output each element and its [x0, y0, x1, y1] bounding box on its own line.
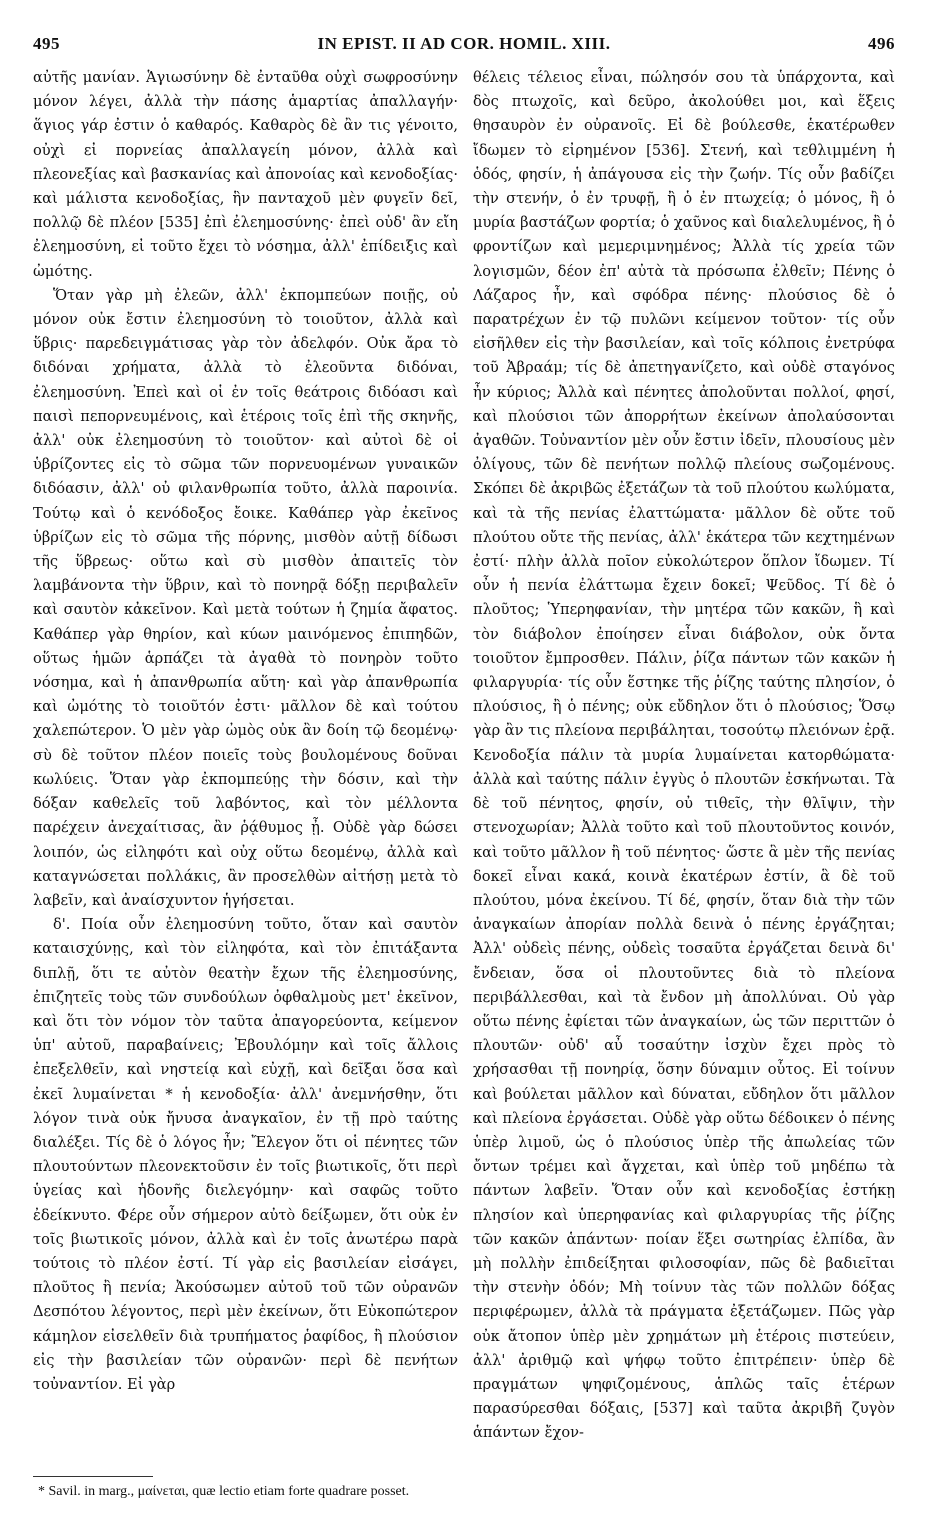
footnote: * Savil. in marg., μαίνεται, quæ lectio etiam forte quadrare posset.: [38, 1484, 410, 1499]
running-title: IN EPIST. II AD COR. HOMIL. XIII.: [317, 34, 611, 53]
footnote-rule: [33, 1476, 153, 1477]
page-number-left: 495: [33, 34, 60, 53]
page-header: [33, 34, 895, 60]
right-column: [473, 66, 895, 1446]
paragraph: θέλεις τέλειος εἶναι, πώλησόν σου τὰ ὑπάρχοντα, καὶ δὸς πτωχοῖς, καὶ δεῦρο, ἀκολούθει μοι, καὶ ἕξεις θησαυρὸν ἐν οὐρανοῖς. Εἰ δὲ βούλεσθε, ἑκατέρωθεν ἴδωμεν τὸ εἰρημένον [536]. Στενή, καὶ τεθλιμμένη ἡ ὁδός, φησίν, ἡ ἀπάγουσα εἰς τὴν ζωήν. Τίς οὖν βαδίζει τὴν στενήν, ὁ ἐν τρυφῇ, ἢ ὁ ἐν πτωχείᾳ; ὁ μόνος, ἢ ὁ μυρία βαστάζων φορτία; ὁ χαῦνος καὶ διαλελυμένος, ἢ ὁ φροντίζων καὶ μεμεριμνημένος; Ἀλλὰ τίς χρεία τῶν λογισμῶν, δέον ἐπ' αὐτὰ τὰ πρόσωπα ἐλθεῖν; Πένης ὁ Λάζαρος ἦν, καὶ σφόδρα πένης· πλούσιος δὲ ὁ παρατρέχων ἐν τῷ πυλῶνι κείμενον τοῦτον· τίς οὖν εἰσῆλθεν εἰς τὴν βασιλείαν, καὶ τοῖς κόλποις ἐνετρύφα τοῦ Ἀβραάμ; τίς δὲ ἀπετηγανίζετο, καὶ οὐδὲ σταγόνος ἦν κύριος; Ἀλλὰ καὶ πένητες ἀπολοῦνται πολλοί, φησί, καὶ πλούσιοι τῶν ἀπορρήτων ἐκείνων ἀπολαύσονται ἀγαθῶν. Τοὐναντίον μὲν οὖν ἔστιν ἰδεῖν, πλουσίους μὲν ὀλίγους, τῶν δὲ πενήτων πολλῷ πλείους σωζομένους. Σκόπει δὲ ἀκριβῶς ἐξετάζων τὰ τοῦ πλούτου κωλύματα, καὶ τὰ τῆς πενίας ἐλαττώματα· μᾶλλον δὲ οὔτε τοῦ πλούτου οὔτε τῆς πενίας, ἀλλ' ἑκάτερα τῶν κεχτημένων ἐστί· πλὴν ἀλλὰ ποῖον εὐκολώτερον ὅπλον ἴδωμεν. Τί οὖν ἡ πενία ἐλάττωμα ἔχειν δοκεῖ; Ψεῦδος. Τί δὲ ὁ πλοῦτος; Ὑπερηφανίαν, τὴν μητέρα τῶν κακῶν, ἣ καὶ τὸν διάβολον ἐποίησεν εἶναι διάβολον, οὐκ ὄντα τοιοῦτον ἔμπροσθεν. Πάλιν, ῥίζα πάντων τῶν κακῶν ἡ φιλαργυρία· τίς οὖν ἕστηκε τῆς ῥίζης ταύτης πλησίον, ὁ πλούσιος, ἢ ὁ πένης; οὐκ εὔδηλον ὅτι ὁ πλούσιος; Ὅσῳ γὰρ ἂν τις πλείονα περιβάληται, τοσούτῳ πλειόνων ἐρᾷ. Κενοδοξία πάλιν τὰ μυρία λυμαίνεται κατορθώματα· ἀλλὰ καὶ ταύτης πάλιν ἐγγὺς ὁ πλουτῶν ἐσκήνωται. Τὰ δὲ τοῦ πένητος, φησίν, οὐ τιθεῖς, τὴν θλῖψιν, τὴν στενοχωρίαν; Ἀλλὰ τοῦτο καὶ τοῦ πλουτοῦντος κοινόν, καὶ τοῦτο μᾶλλον ἢ τοῦ πένητος· ὥστε ἃ μὲν τῆς πενίας δοκεῖ εἶναι κακά, κοινὰ ἑκατέρων ἐστίν, ἃ δὲ τοῦ πλούτου, μόνα ἐκείνου. Τί δέ, φησίν, ὅταν διὰ τὴν τῶν ἀναγκαίων ἀπορίαν πολλὰ δεινὰ ὁ πένης ἐργάζηται; Ἀλλ' οὐδεὶς πένης, οὐδεὶς τοσαῦτα ἐργάζεται δεινὰ δι' ἔνδειαν, ὅσα οἱ πλουτοῦντες διὰ τὸ πλείονα περιβάλλεσθαι, καὶ τὰ ἔνδον μὴ ἀπολλύναι. Οὐ γὰρ οὕτω πένης ἐφίεται τῶν ἀναγκαίων, ὡς τῶν περιττῶν ὁ πλουτῶν· οὐδ' αὖ τοσαύτην ἰσχὺν ἔχει πρὸς τὸ χρήσασθαι τῇ πονηρίᾳ, ὅσην δύναμιν οὗτος. Εἰ τοίνυν καὶ βούλεται μᾶλλον καὶ δύναται, εὔδηλον ὅτι μᾶλλον καὶ πλείονα ἐργάσεται. Οὐδὲ γὰρ οὕτω δέδοικεν ὁ πένης ὑπὲρ λιμοῦ, ὡς ὁ πλούσιος ὑπὲρ τῆς ἀπωλείας τῶν ὄντων τρέμει καὶ ἄγχεται, καὶ ὑπὲρ τοῦ μηδέπω τὰ πάντων λαβεῖν. Ὅταν οὖν καὶ κενοδοξίας ἐστήκῃ πλησίον καὶ ὑπερηφανίας καὶ φιλαργυρίας τῆς ῥίζης τῶν κακῶν ἁπάντων· ποίαν ἕξει σωτηρίας ἐλπίδα, ἂν μὴ πολλὴν ἐπιδείξηται φιλοσοφίαν, πῶς δὲ βαδιεῖται τὴν στενὴν ὁδόν; Μὴ τοίνυν τὰς τῶν πολλῶν δόξας περιφέρωμεν, ἀλλὰ τὰ πράγματα ἐξετάζωμεν. Πῶς γὰρ οὐκ ἄτοπον ὑπὲρ μὲν χρημάτων μὴ ἑτέροις πιστεύειν, ἀλλ' ἀριθμῷ καὶ ψήφῳ τοῦτο ἐπιτρέπειν· ὑπὲρ δὲ πραγμάτων ψηφιζομένους, ἁπλῶς ταῖς ἑτέρων παρασύρεσθαι δόξαις, [537] καὶ ταῦτα ἀκριβῆ ζυγὸν ἁπάντων ἔχον-: [473, 69, 895, 1442]
page-number-right: 496: [868, 34, 895, 53]
paragraph: δ'. Ποία οὖν ἐλεημοσύνη τοῦτο, ὅταν καὶ σαυτὸν καταισχύνῃς, καὶ τὸν εἰληφότα, καὶ τὸν ἐπιτάξαντα διπλῇ, ὅτι τε αὐτὸν θεατὴν ἔχων τῆς ἐλεημοσύνης, ἐπιζητεῖς τοὺς τῶν συνδούλων ὀφθαλμοὺς μετ' ἐκεῖνον, καὶ ὅτι τὸν νόμον τὸν ταῦτα ἀπαγορεύοντα, κείμενον ὑπ' αὐτοῦ, παραβαίνεις; Ἐβουλόμην καὶ τοῖς ἄλλοις ἐπεξελθεῖν, καὶ νηστείᾳ καὶ εὐχῇ, καὶ δεῖξαι ὅσα καὶ ἐκεῖ λυμαίνεται * ἡ κενοδοξία· ἀλλ' ἀνεμνήσθην, ὅτι λόγον τινὰ οὐκ ἤνυσα ἀναγκαῖον, ἐν τῇ πρὸ ταύτης διαλέξει. Τίς δὲ ὁ λόγος ἦν; Ἔλεγον ὅτι οἱ πένητες τῶν πλουτούντων πλεονεκτοῦσιν ἐν τοῖς βιωτικοῖς, ὅτι περὶ ὑγείας καὶ ἡδονῆς διελεγόμην· καὶ σαφῶς τοῦτο ἐδείκνυτο. Φέρε οὖν σήμερον αὐτὸ δείξωμεν, ὅτι οὐκ ἐν τοῖς βιωτικοῖς μόνον, ἀλλὰ καὶ ἐν τοῖς ἀνωτέρω παρὰ τούτοις τὸ πλέον ἐστί. Τί γὰρ εἰς βασιλείαν εἰσάγει, πλοῦτος ἢ πενία; Ἀκούσωμεν αὐτοῦ τοῦ τῶν οὐρανῶν Δεσπότου λέγοντος, περὶ μὲν ἐκείνων, ὅτι Εὐκοπώτερον κάμηλον εἰσελθεῖν διὰ τρυπήματος ῥαφίδος, ἢ πλούσιον εἰς τὴν βασιλείαν τῶν οὐρανῶν· περὶ δὲ πενήτων τοὐναντίον. Εἰ γὰρ: [33, 916, 458, 1393]
left-column: [33, 66, 458, 1397]
paragraph: Ὅταν γὰρ μὴ ἐλεῶν, ἀλλ' ἐκπομπεύων ποιῇς, οὐ μόνον οὐκ ἔστιν ἐλεημοσύνη τὸ τοιοῦτον, ἀλλὰ καὶ ὕβρις· παρεδειγμάτισας γὰρ τὸν ἀδελφόν. Οὐκ ἄρα τὸ διδόναι χρήματα, ἀλλὰ τὸ ἐλεοῦντα διδόναι, ἐλεημοσύνη. Ἐπεὶ καὶ οἱ ἐν τοῖς θεάτροις διδόασι καὶ παισὶ πεπορνευμένοις, καὶ ἑτέροις τοῖς ἐπὶ τῆς σκηνῆς, ἀλλ' οὐκ ἐλεημοσύνη τὸ τοιοῦτον· καὶ αὐτοὶ δὲ οἱ ὑβρίζοντες εἰς τὸ σῶμα τῶν πορνευομένων γυναικῶν διδόασιν, ἀλλ' οὐ φιλανθρωπία τοῦτο, ἀλλὰ παροινία. Τούτῳ καὶ ὁ κενόδοξος ἔοικε. Καθάπερ γὰρ ἐκεῖνος ὑβρίζων εἰς τὸ σῶμα τῆς πόρνης, μισθὸν αὐτῇ δίδωσι τῆς ὕβρεως· οὕτω καὶ σὺ μισθὸν ἀπαιτεῖς τὸν λαμβάνοντα τὴν ὕβριν, καὶ τὸ πονηρᾷ δόξῃ περιβαλεῖν καὶ σαυτὸν κἀκεῖνον. Καὶ μετὰ τούτων ἡ ζημία ἄφατος. Καθάπερ γὰρ θηρίον, καὶ κύων μαινόμενος ἐπιπηδῶν, οὕτως ἡμῶν ἁρπάζει τὰ ἀγαθὰ τὸ πονηρὸν τοῦτο νόσημα, καὶ ἡ ἀπανθρωπία αὕτη· καὶ γὰρ ἀπανθρωπία καὶ ὠμότης τὸ τοιοῦτόν ἐστι· μᾶλλον δὲ καὶ τούτου χαλεπώτερον. Ὁ μὲν γὰρ ὠμὸς οὐκ ἂν δοίη τῷ δεομένῳ· σὺ δὲ τοῦτον πλέον ποιεῖς τοὺς βουλομένους δοῦναι κωλύεις. Ὅταν γὰρ ἐκπομπεύῃς τὴν δόσιν, καὶ τὴν δόξαν καθελεῖς τοῦ λαβόντος, καὶ τὸν μέλλοντα παρέχειν ἀνεχαίτισας, ἂν ῥᾴθυμος ᾖ. Οὐδὲ γὰρ δώσει λοιπόν, ὡς εἰληφότι καὶ οὐχ οὕτω δεομένῳ, ἀλλὰ καὶ καταγνώσεται πολλάκις, ἂν προσελθὼν αἰτήσῃ μετὰ τὸ λαβεῖν, καὶ ἀναίσχυντον ἡγήσεται.: [33, 286, 458, 909]
paragraph: αὐτῆς μανίαν. Ἁγιωσύνην δὲ ἐνταῦθα οὐχὶ σωφροσύνην μόνον λέγει, ἀλλὰ τὴν πάσης ἁμαρτίας ἀπαλλαγήν· ἅγιος γάρ ἐστιν ὁ καθαρός. Καθαρὸς δὲ ἂν τις γένοιτο, οὐχὶ εἰ πορνείας ἀπαλλαγείη μόνον, ἀλλὰ καὶ πλεονεξίας καὶ βασκανίας καὶ ἀπονοίας καὶ κενοδοξίας· καὶ μάλιστα κενοδοξίας, ἣν πανταχοῦ μὲν φυγεῖν δεῖ, πολλῷ δὲ πλέον [535] ἐπὶ ἐλεημοσύνης· ἐπεὶ οὐδ' ἂν εἴη ἐλεημοσύνη, εἰ τοῦτο ἔχει τὸ νόσημα, ἀλλ' ἐπίδειξις καὶ ὠμότης.: [33, 69, 458, 280]
